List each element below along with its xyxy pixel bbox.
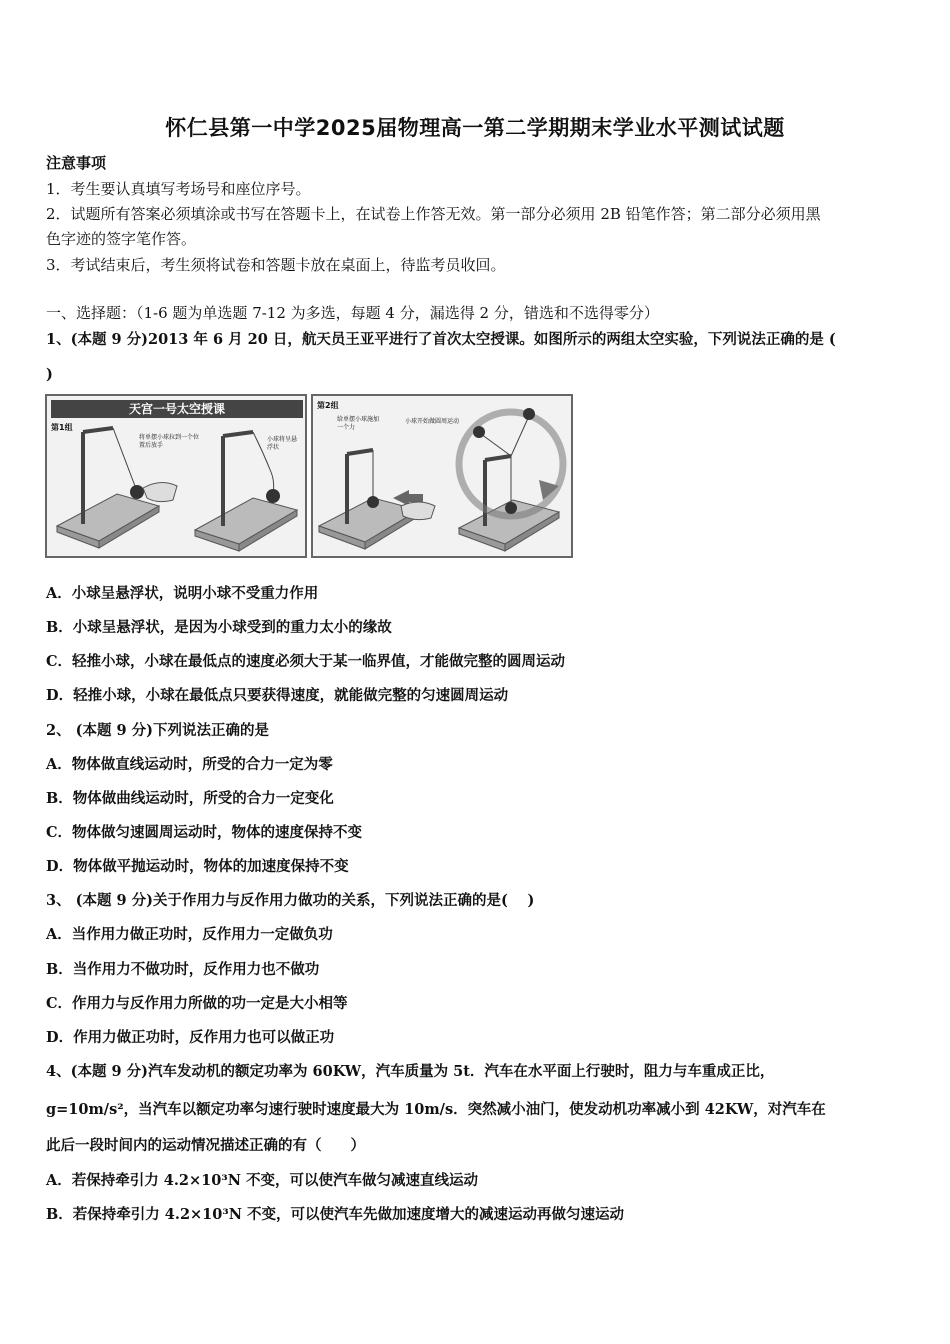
annotation-circular-motion: 小球开始做圆周运动 — [405, 418, 460, 425]
option-2d: D．物体做平抛运动时，物体的加速度保持不变 — [46, 858, 349, 875]
option-3b: B．当作用力不做功时，反作用力也不做功 — [46, 961, 320, 978]
option-2c: C．物体做匀速圆周运动时，物体的速度保持不变 — [46, 824, 363, 841]
question-3-stem: 3、 (本题 9 分)关于作用力与反作用力做功的关系，下列说法正确的是( ) — [46, 892, 535, 909]
question-4-stem-end: 此后一段时间内的运动情况描述正确的有（ ） — [46, 1137, 365, 1154]
question-4-stem-cont: g=10m/s²，当汽车以额定功率匀速行驶时速度最大为 10m/s．突然减小油门，使发动机功率减小到 42KW，对汽车在 — [46, 1101, 826, 1118]
annotation-pull-release: 将单摆小球拉到一个位置后放手 — [139, 434, 200, 449]
notice-item: 色字迹的签字笔作答。 — [46, 230, 197, 248]
section-heading: 一、选择题：（1-6 题为单选题 7-12 为多选，每题 4 分，漏选得 2 分，错选和不选得零分） — [46, 304, 659, 322]
question-2-stem: 2、 (本题 9 分)下列说法正确的是 — [46, 722, 270, 739]
option-3a: A．当作用力做正功时，反作用力一定做负功 — [46, 926, 333, 943]
notice-item: 1．考生要认真填写考场号和座位序号。 — [46, 180, 311, 198]
experiment-figure — [45, 394, 573, 560]
option-4b: B．若保持牵引力 4.2×10³N 不变，可以使汽车先做加速度增大的减速运动再做匀速运动 — [46, 1206, 625, 1223]
page-title: 怀仁县第一中学2025届物理高一第二学期期末学业水平测试试题 — [165, 116, 785, 140]
option-3d: D．作用力做正功时，反作用力也可以做正功 — [46, 1029, 335, 1046]
panel-2-drawing — [313, 396, 571, 556]
annotation-apply-force: 给单摆小球施加一个力 — [337, 416, 380, 431]
option-2b: B．物体做曲线运动时，所受的合力一定变化 — [46, 790, 334, 807]
option-1d: D．轻推小球，小球在最低点只要获得速度，就能做完整的匀速圆周运动 — [46, 687, 509, 704]
option-1c: C．轻推小球，小球在最低点的速度必须大于某一临界值，才能做完整的圆周运动 — [46, 653, 566, 670]
option-1a: A．小球呈悬浮状，说明小球不受重力作用 — [46, 585, 319, 602]
figure-panel-group-1 — [45, 394, 307, 558]
panel-1-drawing — [47, 396, 305, 556]
question-4-stem: 4、(本题 9 分)汽车发动机的额定功率为 60KW，汽车质量为 5t．汽车在水平面上行驶时，阻力与车重成正比， — [46, 1063, 775, 1080]
question-1-stem-end: ) — [46, 366, 53, 383]
notice-heading: 注意事项 — [46, 154, 107, 172]
notice-item: 3．考试结束后，考生须将试卷和答题卡放在桌面上，待监考员收回。 — [46, 256, 506, 274]
question-1-stem: 1、(本题 9 分)2013 年 6 月 20 日，航天员王亚平进行了首次太空授课。如图所示的两组太空实验，下列说法正确的是 ( — [46, 331, 836, 348]
group-1-label: 第1组 — [51, 423, 73, 432]
annotation-floating: 小球将呈悬浮状 — [267, 436, 298, 451]
option-2a: A．物体做直线运动时，所受的合力一定为零 — [46, 756, 333, 773]
option-1b: B．小球呈悬浮状，是因为小球受到的重力太小的缘故 — [46, 619, 392, 636]
notice-item: 2．试题所有答案必须填涂或书写在答题卡上，在试卷上作答无效。第一部分必须用 2B 铅笔作答；第二部分必须用黑 — [46, 205, 821, 223]
option-4a: A．若保持牵引力 4.2×10³N 不变，可以使汽车做匀减速直线运动 — [46, 1172, 479, 1189]
figure-banner: 天宫一号太空授课 — [51, 400, 303, 418]
group-2-label: 第2组 — [317, 401, 339, 410]
option-3c: C．作用力与反作用力所做的功一定是大小相等 — [46, 995, 348, 1012]
figure-panel-group-2 — [311, 394, 573, 558]
